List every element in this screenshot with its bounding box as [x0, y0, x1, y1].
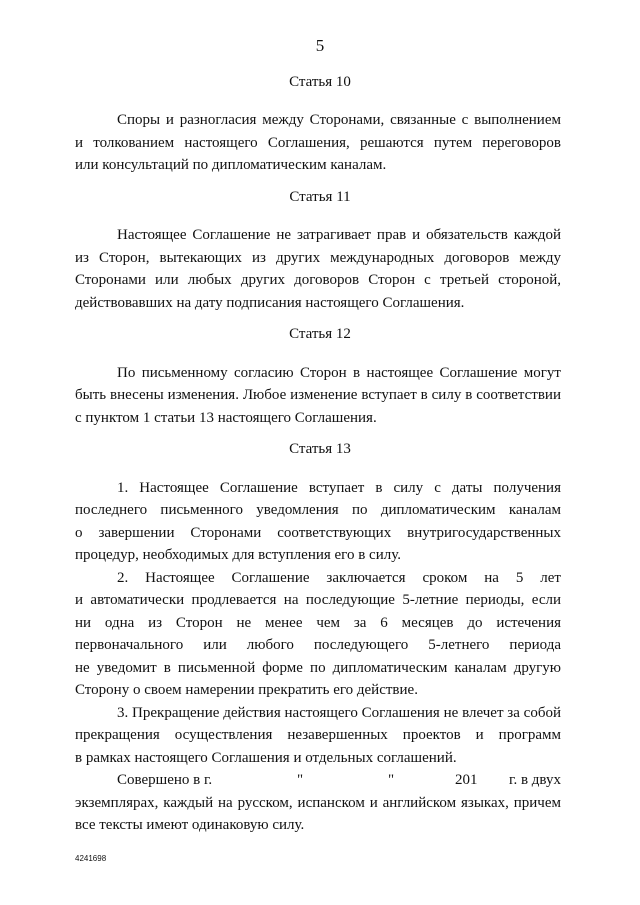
- paragraph-line: 2. Настоящее Соглашение заключается сроком на 5 лет: [117, 570, 561, 586]
- paragraph-line: прекращения осуществления незавершенных проектов и программ: [75, 727, 561, 743]
- paragraph-line: действовавших на дату подписания настоящего Соглашения.: [75, 295, 465, 311]
- footer-code: 4241698: [75, 854, 107, 863]
- article-heading: Статья 12: [289, 326, 351, 342]
- paragraph-line: последнего письменного уведомления по дипломатическим каналам: [75, 502, 561, 518]
- paragraph-line: первоначального или любого последующего 5-летнего периода: [75, 637, 561, 653]
- paragraph-line: быть внесены изменения. Любое изменение вступает в силу в соответствии: [75, 387, 561, 403]
- paragraph-line: 3. Прекращение действия настоящего Соглашения не влечет за собой: [117, 705, 561, 721]
- closing-quote-close: ": [388, 772, 395, 788]
- article-heading: Статья 11: [289, 189, 351, 205]
- article-heading: Статья 13: [289, 441, 351, 457]
- paragraph-line: из Сторон, вытекающих из других международных договоров между: [75, 250, 561, 266]
- closing-year-prefix: 201: [455, 772, 478, 788]
- paragraph-line: По письменному согласию Сторон в настоящее Соглашение могут: [117, 365, 561, 381]
- paragraph-line: процедур, необходимых для вступления его в силу.: [75, 547, 401, 563]
- paragraph-line: Сторону о своем намерении прекратить его действие.: [75, 682, 418, 698]
- paragraph-line: не уведомит в письменной форме по дипломатическим каналам другую: [75, 660, 561, 676]
- paragraph-line: и автоматически продлевается на последующие 5-летние периоды, если: [75, 592, 561, 608]
- paragraph-line: в рамках настоящего Соглашения и отдельных соглашений.: [75, 750, 457, 766]
- paragraph-line: и толкованием настоящего Соглашения, решаются путем переговоров: [75, 135, 561, 151]
- paragraph-line: Сторонами или любых других договоров Сторон с третьей стороной,: [75, 272, 561, 288]
- closing-done-at: Совершено в г.: [117, 772, 213, 788]
- article-heading: Статья 10: [289, 74, 351, 90]
- closing-block: [75, 772, 561, 838]
- page-number: 5: [315, 36, 325, 55]
- paragraph-line: ни одна из Сторон не менее чем за 6 месяцев до истечения: [75, 615, 561, 631]
- paragraph-line: 1. Настоящее Соглашение вступает в силу с даты получения: [117, 480, 561, 496]
- closing-quote-open: ": [297, 772, 304, 788]
- paragraph-line: или консультаций по дипломатическим каналам.: [75, 157, 387, 173]
- paragraph-line: Настоящее Соглашение не затрагивает прав и обязательств каждой: [117, 227, 561, 243]
- closing-year-suffix: г. в двух: [509, 772, 561, 788]
- paragraph-line: Споры и разногласия между Сторонами, связанные с выполнением: [117, 112, 561, 128]
- paragraph-line: с пунктом 1 статьи 13 настоящего Соглашения.: [75, 410, 377, 426]
- closing-line: экземплярах, каждый на русском, испанском и английском языках, причем: [75, 795, 561, 811]
- paragraph-line: о завершении Сторонами соответствующих внутригосударственных: [75, 525, 561, 541]
- closing-line: все тексты имеют одинаковую силу.: [75, 817, 305, 833]
